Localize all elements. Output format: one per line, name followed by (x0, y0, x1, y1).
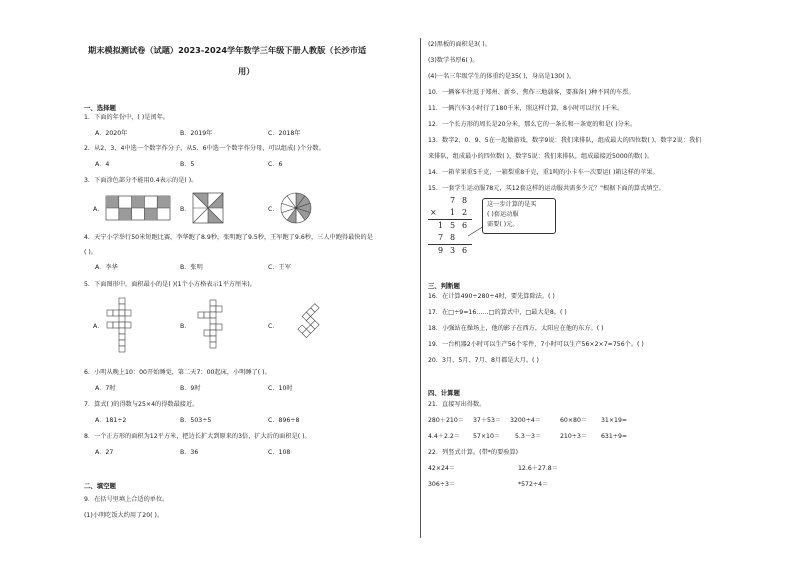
calc-digit: 6 (462, 246, 468, 255)
vertical-calc: 42×24＝ (428, 465, 456, 472)
question-8: 8．一个正方形的面积为12平方米，把边长扩大到原来的3倍，扩大后的面积是( )。 (84, 433, 311, 440)
calc-digit: 8 (450, 233, 456, 242)
calc-digit: 9 (438, 246, 444, 255)
question-17: 17．在□÷9=16……□的算式中，□最大是8。( ) (428, 309, 567, 316)
q3-option-a: A． (93, 206, 104, 213)
q1-option-b: B．2019年 (180, 130, 213, 137)
question-21: 21．直接写出得数。 (428, 401, 486, 408)
question-13-line1: 13．数字2、0、9、5在一起做游戏，数字9说：我们来排队，组成最大的四位数( )，数字2说：我们 (428, 137, 702, 144)
q8-option-a: A．27 (95, 449, 114, 456)
mental-calc: 3200÷4＝ (510, 417, 542, 424)
q3-option-b: B． (180, 206, 191, 213)
vertical-calc: 12.6＋27.8＝ (518, 465, 558, 472)
callout-box (482, 198, 556, 234)
section-heading-choice: 一、选择题 (84, 104, 116, 112)
calc-digit: 2 (462, 208, 468, 217)
calc-digit: 8 (462, 196, 468, 205)
section-heading-compute: 四、计算题 (428, 389, 460, 397)
q7-option-a: A．181÷2 (95, 417, 127, 424)
q1-option-a: A．2020年 (95, 130, 128, 137)
mental-calc: 280＋210＝ (428, 417, 464, 424)
q5-option-b: B． (180, 323, 191, 330)
calc-digit: 6 (462, 221, 468, 230)
mental-calc: 60×80＝ (560, 417, 588, 424)
question-9-4: (4)一名三年级学生的体重约是35( )，身高是130( )。 (428, 73, 576, 80)
calc-digit: 1 (438, 221, 444, 230)
q3-figure-c (280, 192, 312, 224)
q5-figure-b (198, 300, 228, 356)
calc-digit: 1 (450, 208, 456, 217)
section-heading-judge: 三、判断题 (428, 282, 460, 290)
q2-option-b: B．5 (180, 161, 195, 168)
mental-calc: 31×19≈ (601, 417, 628, 424)
question-14: 14．一箱苹果重5千克，一箱梨重8千克，重1吨的小卡车一次要运( )箱这样的苹果。 (428, 169, 659, 176)
q1-option-c: C．2018年 (268, 130, 301, 137)
question-15: 15．一套学生运动服78元，买12套这样的运动服共需多少元？"根据下面的算式填空。 (428, 185, 665, 192)
calc-digit: 7 (438, 233, 444, 242)
vertical-calc: *572÷4＝ (518, 481, 549, 488)
q5-figure-a (107, 298, 143, 356)
question-16: 16．在计算490÷280÷4时，要先算除法。( ) (428, 293, 555, 300)
question-9: 9．在括号里填上合适的单位。 (84, 496, 169, 503)
callout-line2: ( )套运动服 (487, 211, 519, 218)
q8-option-c: C．108 (268, 449, 291, 456)
q5-option-a: A． (93, 323, 104, 330)
mental-calc: 37＋53＝ (473, 417, 502, 424)
q4-option-a: A．李华 (95, 264, 118, 271)
q7-option-b: B．503÷5 (180, 417, 212, 424)
mental-calc: 5.3－3＝ (515, 433, 542, 440)
q5-option-c: C． (268, 323, 279, 330)
mental-calc: 210÷3＝ (560, 433, 588, 440)
mental-calc: 4.4＋2.2＝ (428, 433, 461, 440)
vertical-calc: 306÷3＝ (428, 481, 456, 488)
q5-figure-c (280, 302, 320, 352)
q3-option-c: C． (268, 206, 279, 213)
question-12: 12．一个长方形的周长是20分米，那么它的一条长和一条宽的和是( )分米。 (428, 121, 637, 128)
question-1: 1．下面的年份中，( )是闰年。 (84, 114, 169, 121)
question-2: 2．从2、3、4中选一个数字作分子，从5、6中选一个数字作分母，可以组成( )个分数。 (84, 145, 325, 152)
calc-digit: 7 (450, 196, 456, 205)
calc-operator: × (430, 208, 437, 217)
q6-option-c: C．10时 (268, 385, 293, 392)
question-4-line1: 4．天宁小学举行50米短跑比赛，李华跑了8.9秒，张明跑了9.5秒，王军跑了9.6秒，三人中跑得最快的是 (84, 234, 373, 241)
calc-rule (428, 219, 472, 220)
mental-calc: 631÷9≈ (601, 433, 628, 440)
question-19: 19．一台机器2小时可以生产56个零件，7小时可以生产56×2×7=756个。( ) (428, 341, 644, 348)
question-7: 7．算式( )的得数与25×4的得数最接近。 (84, 401, 199, 408)
callout-line1: 这一步计算的是买 (487, 201, 537, 208)
question-20: 20．3月、5月、7月、8月都是大月。( ) (428, 357, 539, 364)
calc-digit: 3 (450, 246, 456, 255)
column-divider (420, 38, 421, 538)
paper-title-line1: 期末模拟测试卷（试题）2023-2024学年数学三年级下册人教版（长沙市适 (88, 45, 367, 55)
question-9-3: (3)数学书厚6( )。 (428, 57, 479, 64)
section-heading-fill: 二、填空题 (84, 482, 116, 490)
question-9-1: (1)小明吃饭大约用了20( )。 (84, 512, 164, 519)
q4-option-c: C．王军 (268, 264, 291, 271)
question-18: 18．小强站在操场上，他的影子在西方，太阳应在他的东方。( ) (428, 325, 604, 332)
question-3: 3．下面涂色部分不能用0.4表示的是( )。 (84, 177, 198, 184)
question-5: 5．下面图形中，面积最小的是( )(1个小方格表示1平方厘米)。 (84, 281, 256, 288)
q8-option-b: B．36 (180, 449, 199, 456)
callout-line3: 需要( )元。 (487, 221, 519, 228)
calc-digit: 5 (450, 221, 456, 230)
question-11: 11．一辆汽车3小时行了180千米，照这样计算，8小时可以行( )千米。 (428, 105, 624, 112)
q3-figure-b (193, 193, 223, 223)
q2-option-c: C．6 (268, 161, 283, 168)
question-6: 6．小明从晚上10：00开始睡觉，第二天7：00起床，小明睡了( )。 (84, 369, 271, 376)
mental-calc: 57×10＝ (473, 433, 501, 440)
paper-title-line2: 用） (238, 66, 255, 76)
q4-option-b: B．张明 (180, 264, 203, 271)
calc-rule (428, 244, 472, 245)
question-13-line2: 来排队，组成最小的四位数( )，数字5说：我们来排队，组成最接近5000的数( )。 (428, 153, 654, 160)
q6-option-a: A．7时 (95, 385, 116, 392)
question-22: 22．列竖式计算。(带*的要验算) (428, 449, 519, 456)
q3-figure-a (106, 196, 170, 220)
q6-option-b: B．9时 (180, 385, 201, 392)
question-10: 10．一辆客车往返于郑州、新乡、焦作三地载客，要准备( )种不同的车票。 (428, 89, 635, 96)
question-9-2: (2)黑板的面积是3( )。 (428, 41, 491, 48)
q7-option-c: C．896÷8 (268, 417, 300, 424)
q2-option-a: A．4 (95, 161, 110, 168)
question-4-line2: ( )。 (84, 249, 97, 256)
